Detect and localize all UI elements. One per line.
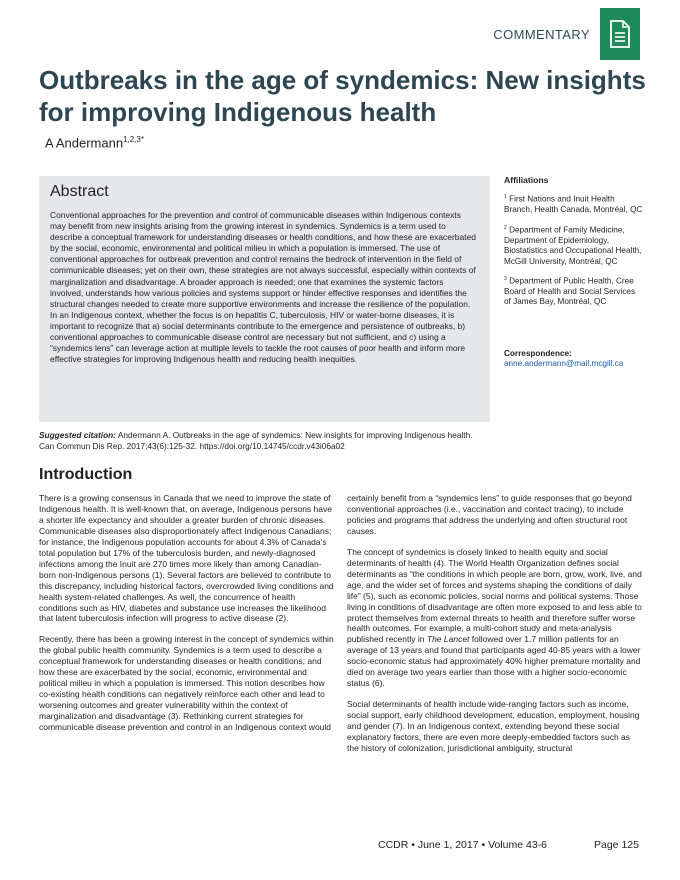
footer-journal-info: CCDR • June 1, 2017 • Volume 43-6	[378, 839, 548, 851]
body-text: followed over 1.7 million patients for an average of 13 years and found that participants aged 40-85 years with a lower socio-economic status had approximately 40% higher premature mortality and died on average two years earlier than those with a higher socio-economic status (6).	[347, 634, 641, 689]
body-paragraph: Social determinants of health include wide-ranging factors such as income, social support, early childhood development, education, employment, housing and gender (7). In an Indigenous context, extending beyond these social explanatory factors, there are even more deeply-embedded factors such as the history of colonization, jurisdictional ambiguity, structural	[347, 699, 640, 754]
affiliation-item	[504, 192, 644, 216]
section-icon-box	[600, 8, 640, 60]
affiliation-text: First Nations and Inuit Health Branch, Health Canada, Montréal, QC	[504, 194, 643, 215]
abstract-heading: Abstract	[50, 183, 109, 200]
document-icon	[609, 20, 631, 48]
affiliation-mark: 1	[504, 194, 507, 200]
body-text: The concept of syndemics is closely linked to health equity and social determinants of health (4). The World Health Organization defines social determinants as “the conditions in which people are born, grow, work, live, and age, and the wider set of forces and systems shaping the conditions of daily life” (5), such as economic policies, social norms and political systems. Those living in conditions of disadvantage are often more exposed to and less able to protect themselves from external threats to health and therefore suffer worse health outcomes. For example, a multi-cohort study and meta-analysis published recently in	[347, 546, 642, 645]
affiliation-text: Department of Public Health, Cree Board of Health and Social Services of James Bay, Montréal, QC	[504, 276, 636, 307]
affiliations-heading: Affiliations	[504, 175, 549, 185]
affiliation-item	[504, 274, 644, 308]
author-name: A Andermann	[45, 135, 124, 151]
citation-label: Suggested citation:	[39, 430, 116, 440]
section-label: COMMENTARY	[493, 27, 590, 42]
correspondence	[504, 349, 644, 370]
correspondence-label: Correspondence:	[504, 349, 572, 358]
correspondence-email-link[interactable]: anne.andermann@mail.mcgill.ca	[504, 359, 624, 369]
footer-page-number: Page 125	[594, 839, 639, 851]
suggested-citation	[39, 430, 489, 451]
introduction-heading: Introduction	[39, 466, 133, 483]
journal-name: The Lancet	[426, 634, 470, 645]
affiliation-mark: 3	[504, 275, 507, 282]
abstract-text: Conventional approaches for the prevention and control of communicable diseases within Indigenous contexts may benefit from new insights arising from the growing interest in syndemics. Syndemics is a term used to describe a conceptual framework for understanding diseases or health conditions, and how these are exacerbated by the social, economic, environmental and political milieu in which a population is immersed. The use of conventional approaches for outbreak prevention and control remains the bedrock of intervention in the field of communicable diseases; yet on their own, these strategies are not always successful, especially within contexts of marginalization and disadvantage. A broader approach is needed; one that examines the systemic factors involved, understands how various policies and systems support or hinder effective responses and identifies the structural changes needed to create more supportive environments and increase the resilience of the population. In an Indigenous context, whether the focus is on hepatitis C, tuberculosis, HIV or water-borne diseases, it is important to recognize that a) social determinants contribute to the emergence and persistence of outbreaks, b) conventional approaches to communicable disease control are necessary but not sufficient, and c) using a “syndemics lens” can leverage action at multiple levels to tackle the root causes of poor health and inform more effective strategies for improving Indigenous health and reducing health inequities.	[50, 210, 476, 365]
author-affiliation-marks: 1,2,3*	[123, 135, 144, 144]
affiliation-text: Department of Family Medicine, Department of Epidemiology, Biostatistics and Occupational Health, McGill University, Montréal, QC	[504, 225, 642, 266]
abstract-box	[39, 176, 490, 422]
affiliation-mark: 2	[504, 224, 507, 231]
author-line	[45, 135, 144, 150]
body-paragraph: Recently, there has been a growing interest in the concept of syndemics within the global public health community. Syndemics is a term used to describe a conceptual framework for understanding diseases or health conditions, and how these are exacerbated by the social, economic, environmental and political milieu in which a population is immersed. This notion describes how co-existing health conditions can negatively reinforce each other and lead to worsening outcomes and greater vulnerability within the context of marginalization and disadvantage (3). Rethinking current strategies for communicable disease prevention and control in an Indigenous context would	[39, 634, 334, 733]
citation-text: Andermann A. Outbreaks in the age of syndemics: New insights for improving Indigenous health. Can Commun Dis Rep. 2017;43(6):125-32. https://doi.org/10.14745/ccdr.v43i06a02	[39, 430, 473, 451]
article-title: Outbreaks in the age of syndemics: New insights for improving Indigenous health	[39, 65, 646, 127]
affiliations	[504, 175, 644, 315]
affiliation-item	[504, 223, 644, 267]
body-paragraph	[347, 547, 643, 689]
body-column-left	[39, 493, 335, 743]
body-column-right	[347, 493, 643, 764]
body-paragraph: certainly benefit from a “syndemics lens” to guide responses that go beyond conventional approaches (i.e., vaccination and contact tracing), to include policies and programs that address the underlying and often structural root causes.	[347, 493, 632, 536]
body-paragraph: There is a growing consensus in Canada that we need to improve the state of Indigenous health. It is well-known that, on average, Indigenous persons have a shorter life expectancy and shoulder a greater burden of chronic diseases. Communicable diseases also disproportionately affect Indigenous Canadians; for instance, the Indigenous population accounts for about 4.3% of Canada’s total population but 17% of the tuberculosis burden, and newly-diagnosed infections among the Inuit are 270 times more likely than among Canadian-born non-Indigenous persons (1). Several factors are believed to contribute to this discrepancy, including historical factors, overcrowded living conditions and health system-related challenges. As well, the concurrence of health conditions such as HIV, diabetes and substance use increases the likelihood that latent tuberculosis infection will progress to active disease (2).	[39, 493, 334, 624]
